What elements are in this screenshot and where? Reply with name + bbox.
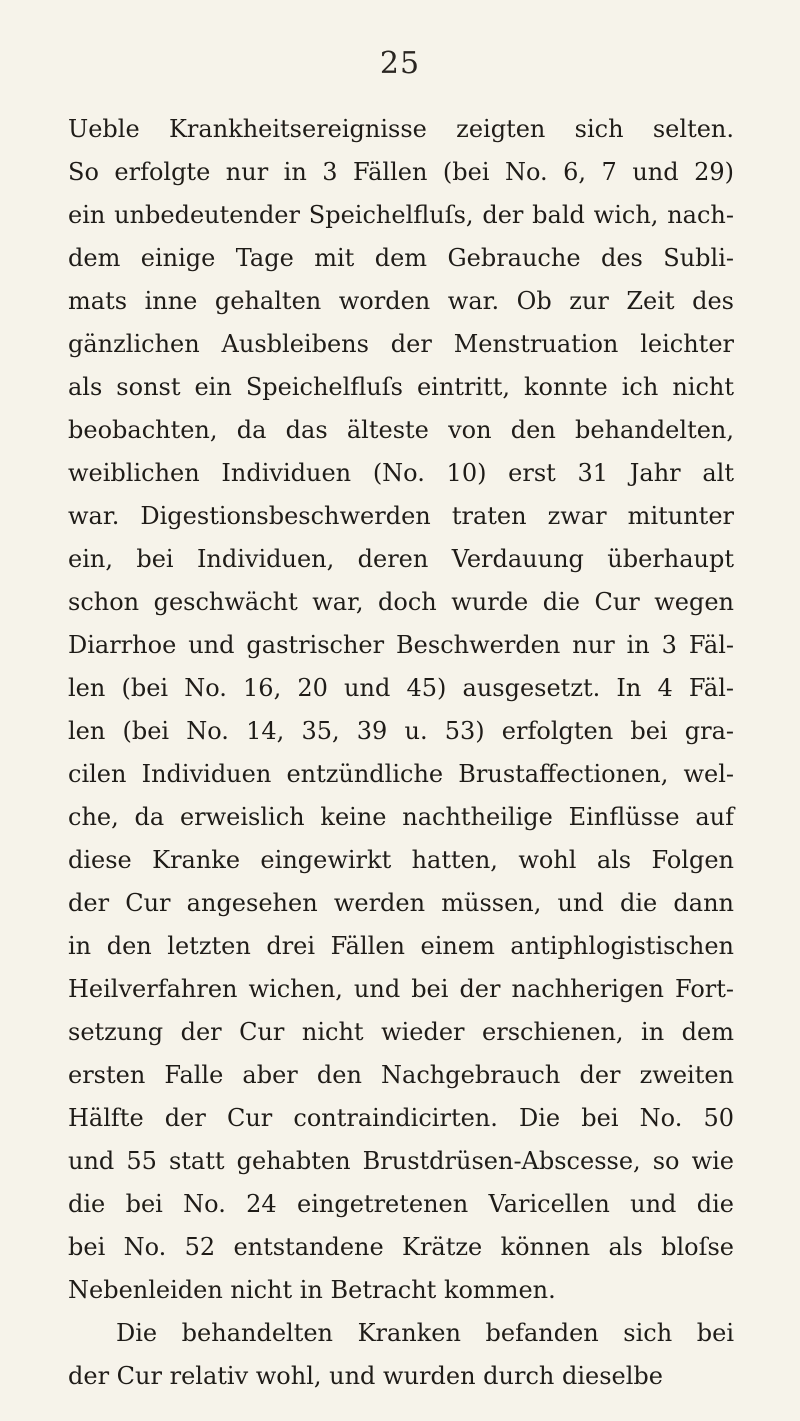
text-line: weiblichen Individuen (No. 10) erst 31 Jahr alt: [68, 459, 734, 487]
text-line: Hälfte der Cur contraindicirten. Die bei No. 50: [68, 1104, 734, 1132]
text-line: Nebenleiden nicht in Betracht kommen.: [68, 1276, 556, 1304]
text-line: schon geschwächt war, doch wurde die Cur wegen: [68, 588, 734, 616]
text-line: bei No. 52 entstandene Krätze können als bloſse: [68, 1233, 734, 1261]
text-line: der Cur relativ wohl, und wurden durch dieselbe: [68, 1362, 663, 1390]
text-line: len (bei No. 16, 20 und 45) ausgesetzt. In 4 Fäl-: [68, 674, 734, 702]
text-line: len (bei No. 14, 35, 39 u. 53) erfolgten bei gra-: [68, 717, 734, 745]
text-line: die bei No. 24 eingetretenen Varicellen und die: [68, 1190, 734, 1218]
text-line: So erfolgte nur in 3 Fällen (bei No. 6, 7 und 29): [68, 158, 734, 186]
text-line: setzung der Cur nicht wieder erschienen, in dem: [68, 1018, 734, 1046]
text-line: Heilverfahren wichen, und bei der nachherigen Fort-: [68, 975, 734, 1003]
text-line: der Cur angesehen werden müssen, und die dann: [68, 889, 734, 917]
body-text: [68, 108, 734, 1398]
page-number: 25: [379, 46, 421, 81]
text-line: Die behandelten Kranken befanden sich bei: [116, 1319, 734, 1347]
text-line: ein, bei Individuen, deren Verdauung überhaupt: [68, 545, 734, 573]
text-line: Ueble Krankheitsereignisse zeigten sich selten.: [68, 115, 734, 143]
text-line: in den letzten drei Fällen einem antiphlogistischen: [68, 932, 734, 960]
text-line: diese Kranke eingewirkt hatten, wohl als Folgen: [68, 846, 734, 874]
text-line: che, da erweislich keine nachtheilige Einflüsse auf: [68, 803, 734, 831]
text-line: mats inne gehalten worden war. Ob zur Zeit des: [68, 287, 734, 315]
text-line: Diarrhoe und gastrischer Beschwerden nur in 3 Fäl-: [68, 631, 734, 659]
text-line: ersten Falle aber den Nachgebrauch der zweiten: [68, 1061, 734, 1089]
text-line: als sonst ein Speichelfluſs eintritt, konnte ich nicht: [68, 373, 734, 401]
text-line: ein unbedeutender Speichelfluſs, der bald wich, nach-: [68, 201, 734, 229]
text-line: und 55 statt gehabten Brustdrüsen-Abscesse, so wie: [68, 1147, 734, 1175]
text-line: dem einige Tage mit dem Gebrauche des Subli-: [68, 244, 734, 272]
text-line: cilen Individuen entzündliche Brustaffectionen, wel-: [68, 760, 734, 788]
text-line: beobachten, da das älteste von den behandelten,: [68, 416, 734, 444]
text-line: gänzlichen Ausbleibens der Menstruation leichter: [68, 330, 734, 358]
text-line: war. Digestionsbeschwerden traten zwar mitunter: [68, 502, 734, 530]
